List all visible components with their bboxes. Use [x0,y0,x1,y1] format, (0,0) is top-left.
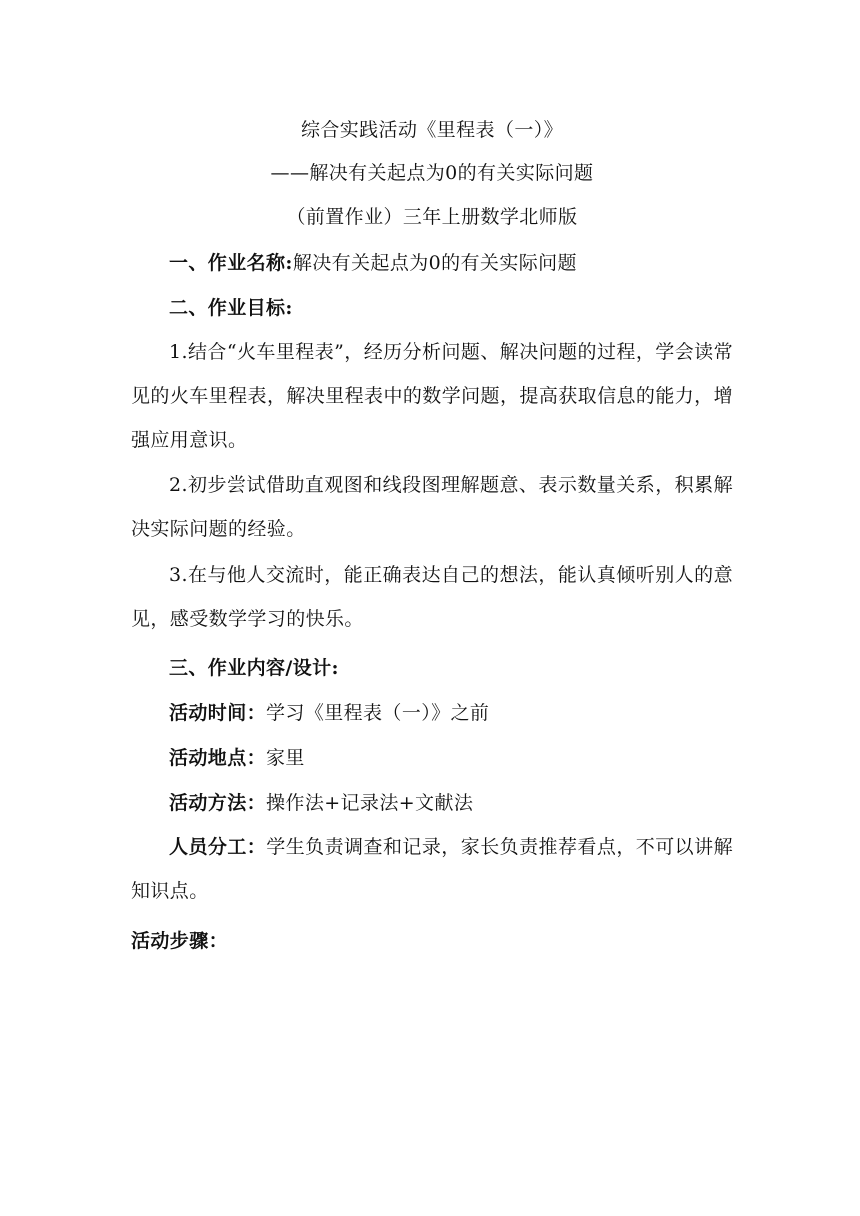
activity-time [131,701,733,725]
activity-time-value: 学习《里程表（一）》之前 [266,702,490,724]
section-1-text: 解决有关起点为0的有关实际问题 [292,252,577,274]
activity-roles-value: 学生负责调查和记录，家长负责推荐看点，不可以讲解知识点。 [131,836,733,902]
section-3-colon: : [331,657,339,679]
activity-roles [131,825,733,913]
section-3-heading: 三、作业内容/设计 [169,657,332,679]
section-2-colon: : [285,297,293,319]
goal-1: 1.结合“火车里程表”，经历分析问题、解决问题的过程，学会读常见的火车里程表，解决里程表中的数学问题，提高获取信息的能力，增强应用意识。 [131,341,733,451]
title-line-3: （前置作业）三年上册数学北师版 [286,206,578,228]
section-1-heading: 一、作业名称 [169,252,286,274]
goal-3: 3.在与他人交流时，能正确表达自己的想法，能认真倾听别人的意见，感受数学学习的快乐。 [131,564,733,630]
activity-steps-label: 活动步骤： [131,930,229,952]
activity-place-label: 活动地点： [169,747,267,769]
title-line-1: 综合实践活动《里程表（一）》 [300,119,564,141]
activity-method-value: 操作法+记录法+文献法 [266,792,474,814]
section-1 [131,251,733,275]
activity-roles-label: 人员分工： [169,836,267,858]
section-2-heading: 二、作业目标 [169,297,286,319]
section-1-colon: : [285,252,293,274]
activity-method-label: 活动方法： [169,792,267,814]
section-3 [131,656,733,680]
activity-place-value: 家里 [266,747,305,769]
title-line-2: ——解决有关起点为0的有关实际问题 [270,162,594,184]
activity-time-label: 活动时间： [169,702,267,724]
goal-2: 2.初步尝试借助直观图和线段图理解题意、表示数量关系，积累解决实际问题的经验。 [131,474,733,540]
activity-place [131,746,733,770]
section-2 [131,296,733,320]
activity-method [131,791,733,815]
